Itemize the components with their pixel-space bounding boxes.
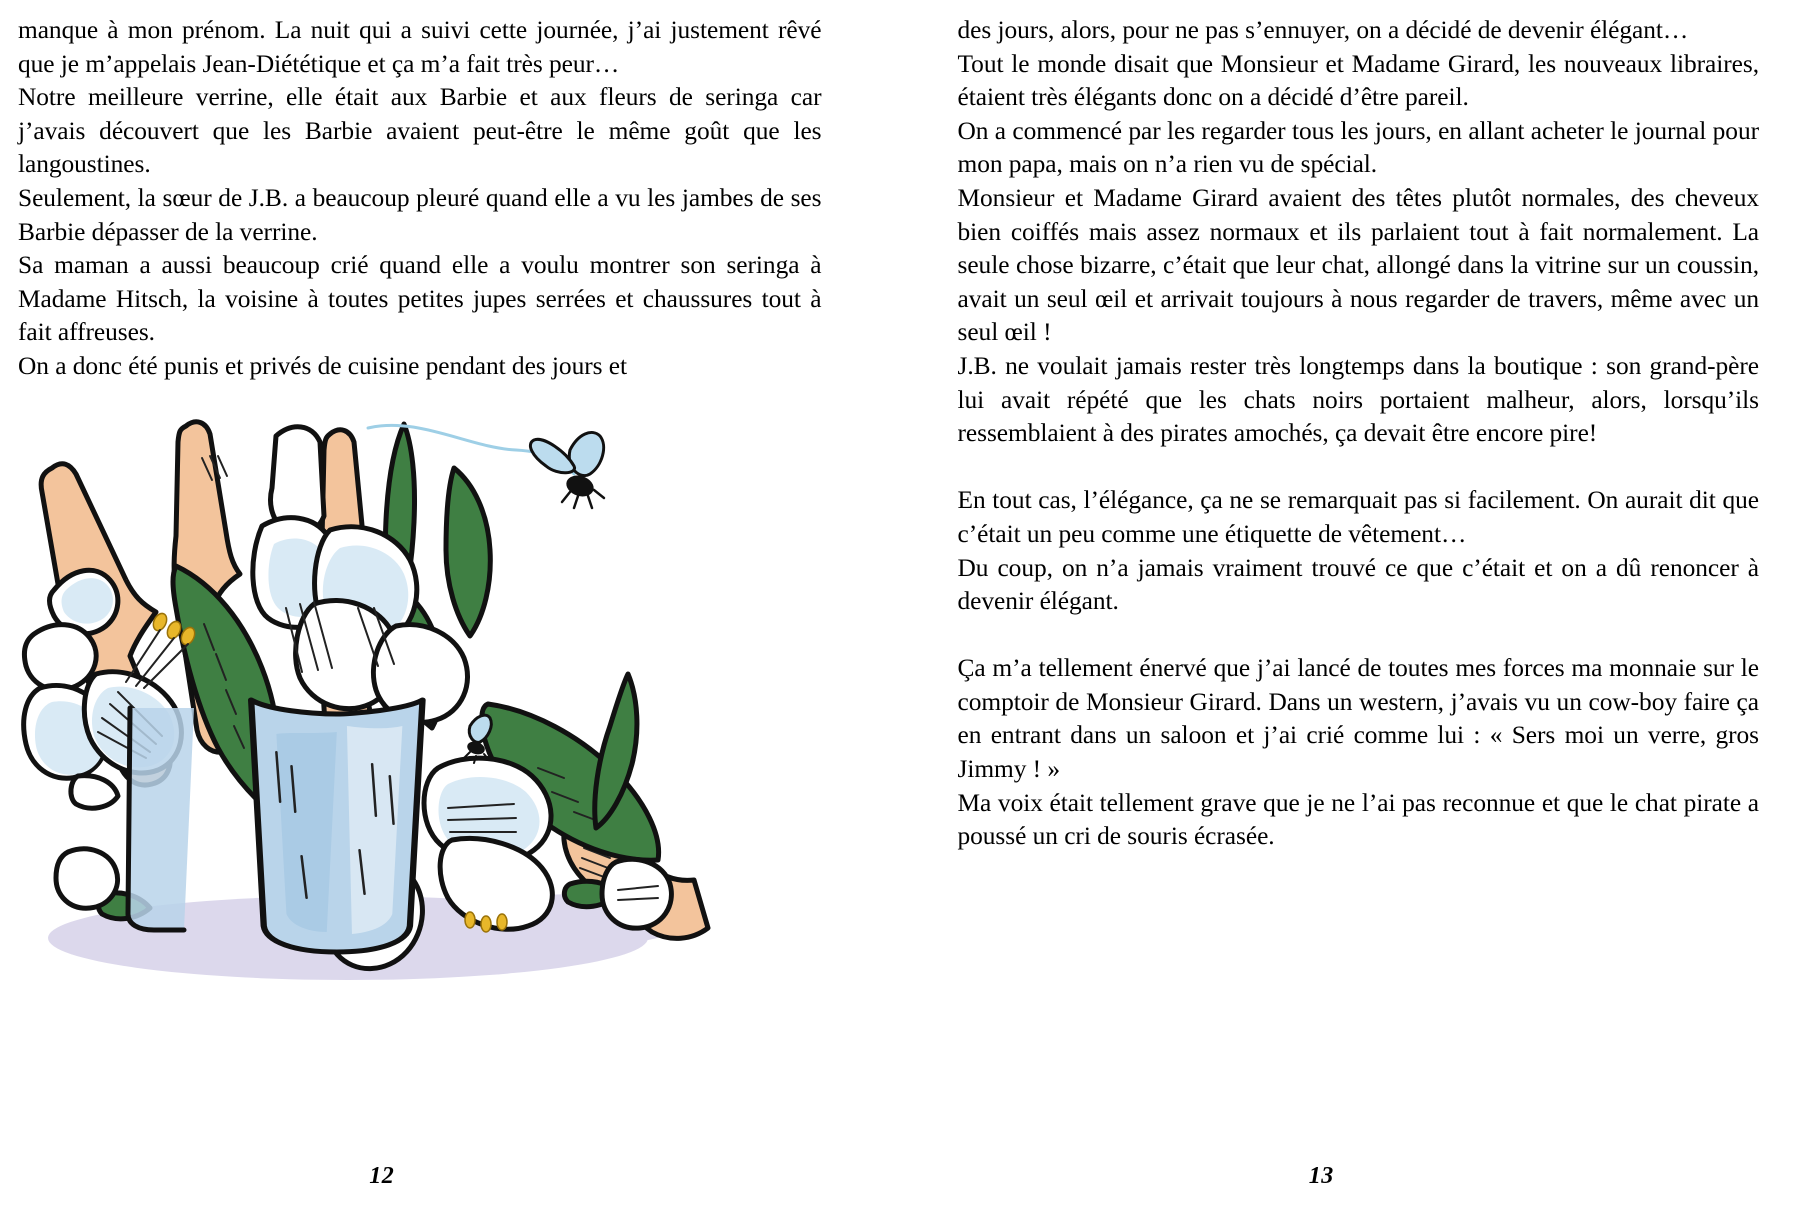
paragraph: Notre meilleure verrine, elle était aux Barbie et aux fleurs de seringa car j’avais découvert que les Barbie avaient peut-être le même goût que les langoustines. [18,83,822,179]
illustration-barbie-legs-in-glass [18,408,718,1028]
glass-tumbler [128,700,423,952]
right-page [900,0,1799,1212]
paragraph: En tout cas, l’élégance, ça ne se remarquait pas si facilement. On aurait dit que c’était un peu comme une étiquette de vêtement… [957,486,1759,548]
paragraph: On a donc été punis et privés de cuisine pendant des jours et [18,351,627,380]
paragraph: Sa maman a aussi beaucoup crié quand elle a voulu montrer son seringa à Madame Hitsch, la voisine à toutes petites jupes serrées et chaussures tout à fait affreuses. [18,251,822,347]
paragraph: Ma voix était tellement grave que je ne l’ai pas reconnue et que le chat pirate a poussé un cri de souris écrasée. [957,788,1759,851]
paragraph: Monsieur et Madame Girard avaient des têtes plutôt normales, des cheveux bien coiffés mais assez normaux et ils parlaient tout à fait normalement. La seule chose bizarre, c’était que leur chat, allongé dans la vitrine sur un coussin, avait un seul œil et arrivait toujours à nous regarder de travers, même avec un seul œil ! [957,183,1759,347]
paragraph: manque à mon prénom. La nuit qui a suivi cette journée, j’ai justement rêvé que je m’appelais Jean-Diététique et ça m’a fait très peur… [18,16,822,78]
paragraph: Tout le monde disait que Monsieur et Madame Girard, les nouveaux libraires, étaient très élégants donc on a décidé d’être pareil. [957,49,1759,112]
page-number-right: 13 [1308,1163,1334,1189]
paragraph: des jours, alors, pour ne pas s’ennuyer, on a décidé de devenir élégant… [957,16,1689,44]
paragraph: Du coup, on n’a jamais vraiment trouvé ce que c’était et on a dû renoncer à devenir élégant. [957,553,1759,616]
right-page-text-block [958,14,1760,854]
paragraph: On a commencé par les regarder tous les jours, en allant acheter le journal pour mon papa, mais on n’a rien vu de spécial. [957,116,1759,179]
paragraph: J.B. ne voulait jamais rester très longtemps dans la boutique : son grand-père lui avait répété que les chats noirs portaient malheur, alors, lorsqu’ils ressemblaient à des pirates amochés, ça devait être encore pire! [957,351,1759,448]
left-page-text-block [18,14,822,384]
paragraph: Ça m’a tellement énervé que j’ai lancé de toutes mes forces ma monnaie sur le comptoir de Monsieur Girard. Dans un western, j’avais vu un cow-boy faire ça en entrant dans un saloon et j’ai crié comme lui : « Sers moi un verre, gros Jimmy ! » [957,654,1759,784]
paragraph: Seulement, la sœur de J.B. a beaucoup pleuré quand elle a vu les jambes de ses Barbie dépasser de la verrine. [18,183,822,246]
page-number-left: 12 [369,1163,395,1189]
